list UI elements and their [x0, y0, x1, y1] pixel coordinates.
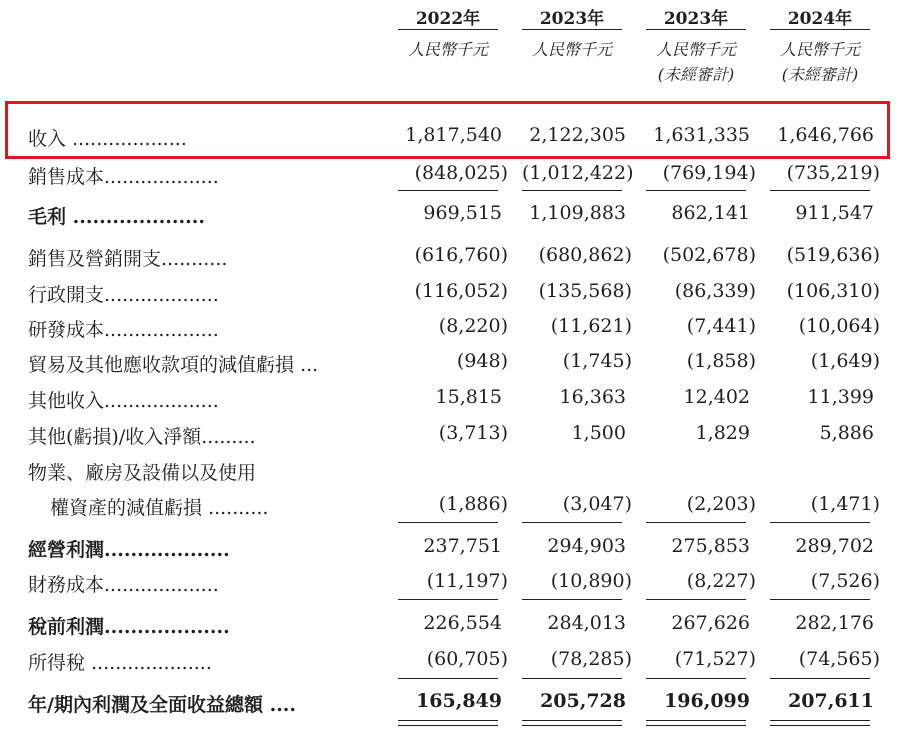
subtotal-rule	[398, 190, 498, 191]
subtotal-rule	[522, 678, 622, 679]
subtotal-rule	[646, 599, 746, 600]
cell-value: (10,890)	[550, 570, 632, 592]
subtotal-rule	[770, 599, 870, 600]
header-rule	[398, 29, 498, 30]
header-rule	[646, 29, 746, 30]
cell-value: (60,705)	[426, 648, 508, 670]
cell-value: 1,829	[695, 422, 750, 444]
total-double-rule	[646, 720, 746, 726]
table-row-impairment-ppe-line1	[0, 458, 905, 488]
cell-value: (616,760)	[414, 244, 508, 266]
subtotal-rule	[770, 190, 870, 191]
cell-value: (1,649)	[810, 350, 880, 372]
cell-value: (1,471)	[810, 493, 880, 515]
cell-value: (7,441)	[686, 315, 756, 337]
table-row-profit-before-tax	[0, 612, 905, 642]
subtotal-rule	[522, 190, 622, 191]
cell-value: (502,678)	[662, 244, 756, 266]
row-label: 物業、廠房及設備以及使用	[28, 462, 257, 484]
cell-value: 1,646,766	[777, 124, 874, 146]
cell-value: 282,176	[795, 612, 874, 634]
cell-value: (3,047)	[562, 493, 632, 515]
row-label: 經營利潤...................	[28, 539, 230, 561]
cell-value: (769,194)	[662, 162, 756, 184]
cell-value: 165,849	[416, 690, 502, 712]
row-label: 毛利 ....................	[28, 206, 205, 228]
column-unit: 人民幣千元	[407, 40, 488, 59]
cell-value: 1,631,335	[653, 124, 750, 146]
column-header-2023-unaudited	[641, 4, 751, 85]
table-row-admin-expenses	[0, 280, 905, 310]
column-year: 2024年	[787, 9, 853, 29]
row-label: 收入 ...................	[28, 128, 187, 150]
cell-value: (10,064)	[798, 315, 880, 337]
table-row-selling-expenses	[0, 244, 905, 274]
column-year: 2022年	[415, 9, 481, 29]
cell-value: (2,203)	[686, 493, 756, 515]
column-unit: 人民幣千元	[655, 40, 736, 59]
table-row-other-income	[0, 386, 905, 416]
table-row-gross-profit	[0, 202, 905, 232]
table-row-impairment-ppe	[0, 493, 905, 523]
table-row-revenue	[0, 124, 905, 154]
table-row-total-comprehensive-income	[0, 690, 905, 720]
cell-value: (1,886)	[438, 493, 508, 515]
total-double-rule	[398, 720, 498, 726]
cell-value: (7,526)	[810, 570, 880, 592]
subtotal-rule	[770, 522, 870, 523]
column-unit: 人民幣千元	[531, 40, 612, 59]
cell-value: 294,903	[547, 535, 626, 557]
row-label: 其他收入...................	[28, 390, 219, 412]
total-double-rule	[522, 720, 622, 726]
cell-value: (71,527)	[674, 648, 756, 670]
cell-value: 5,886	[819, 422, 874, 444]
table-row-finance-costs	[0, 570, 905, 600]
cell-value: 16,363	[559, 386, 626, 408]
subtotal-rule	[646, 678, 746, 679]
cell-value: (78,285)	[550, 648, 632, 670]
row-label: 研發成本...................	[28, 319, 219, 341]
subtotal-rule	[770, 678, 870, 679]
cell-value: 1,817,540	[405, 124, 502, 146]
cell-value: (86,339)	[674, 280, 756, 302]
cell-value: (11,197)	[426, 570, 508, 592]
cell-value: (519,636)	[786, 244, 880, 266]
cell-value: (8,220)	[438, 315, 508, 337]
table-row-operating-profit	[0, 535, 905, 565]
subtotal-rule	[522, 522, 622, 523]
cell-value: (1,858)	[686, 350, 756, 372]
cell-value: 1,109,883	[529, 202, 626, 224]
cell-value: (135,568)	[538, 280, 632, 302]
row-label: 行政開支...................	[28, 284, 219, 306]
column-year: 2023年	[539, 9, 605, 29]
column-header-2024-unaudited	[765, 4, 875, 85]
column-year: 2023年	[663, 9, 729, 29]
cell-value: 275,853	[671, 535, 750, 557]
row-label: 其他(虧損)/收入淨額.........	[28, 426, 256, 448]
row-label: 銷售成本...................	[28, 166, 219, 188]
table-row-cost-of-sales	[0, 162, 905, 192]
cell-value: 969,515	[423, 202, 502, 224]
cell-value: 196,099	[664, 690, 750, 712]
row-label: 所得稅 ....................	[28, 652, 212, 674]
row-label: 稅前利潤...................	[28, 616, 230, 638]
cell-value: 862,141	[671, 202, 750, 224]
subtotal-rule	[398, 522, 498, 523]
total-double-rule	[770, 720, 870, 726]
column-note: (未經審計)	[657, 65, 735, 84]
cell-value: (735,219)	[786, 162, 880, 184]
column-header-2023	[517, 4, 627, 60]
row-label: 財務成本...................	[28, 574, 219, 596]
cell-value: (106,310)	[786, 280, 880, 302]
column-header-2022	[393, 4, 503, 60]
row-label: 權資產的減值虧損 ..........	[50, 497, 269, 519]
cell-value: (116,052)	[414, 280, 508, 302]
cell-value: 237,751	[423, 535, 502, 557]
subtotal-rule	[522, 599, 622, 600]
cell-value: 205,728	[540, 690, 626, 712]
cell-value: (1,012,422)	[522, 162, 634, 184]
table-row-income-tax	[0, 648, 905, 678]
cell-value: 267,626	[671, 612, 750, 634]
cell-value: 207,611	[788, 690, 874, 712]
cell-value: 289,702	[795, 535, 874, 557]
cell-value: 1,500	[571, 422, 626, 444]
cell-value: (11,621)	[550, 315, 632, 337]
subtotal-rule	[398, 678, 498, 679]
column-note: (未經審計)	[781, 65, 859, 84]
cell-value: 15,815	[435, 386, 502, 408]
header-rule	[770, 29, 870, 30]
cell-value: 284,013	[547, 612, 626, 634]
cell-value: (680,862)	[538, 244, 632, 266]
cell-value: (948)	[456, 350, 508, 372]
cell-value: 911,547	[795, 202, 874, 224]
row-label: 貿易及其他應收款項的減值虧損 ...	[28, 354, 319, 376]
table-row-other-net	[0, 422, 905, 452]
cell-value: (848,025)	[414, 162, 508, 184]
cell-value: 11,399	[807, 386, 874, 408]
cell-value: (3,713)	[438, 422, 508, 444]
cell-value: 226,554	[423, 612, 502, 634]
subtotal-rule	[646, 522, 746, 523]
subtotal-rule	[398, 599, 498, 600]
cell-value: 2,122,305	[529, 124, 626, 146]
cell-value: 12,402	[683, 386, 750, 408]
cell-value: (1,745)	[562, 350, 632, 372]
row-label: 銷售及營銷開支...........	[28, 248, 228, 270]
table-row-impairment-receivables	[0, 350, 905, 380]
subtotal-rule	[646, 190, 746, 191]
header-rule	[522, 29, 622, 30]
row-label: 年/期內利潤及全面收益總額 ....	[28, 694, 297, 716]
column-unit: 人民幣千元	[779, 40, 860, 59]
table-row-rnd-costs	[0, 315, 905, 345]
cell-value: (74,565)	[798, 648, 880, 670]
cell-value: (8,227)	[686, 570, 756, 592]
